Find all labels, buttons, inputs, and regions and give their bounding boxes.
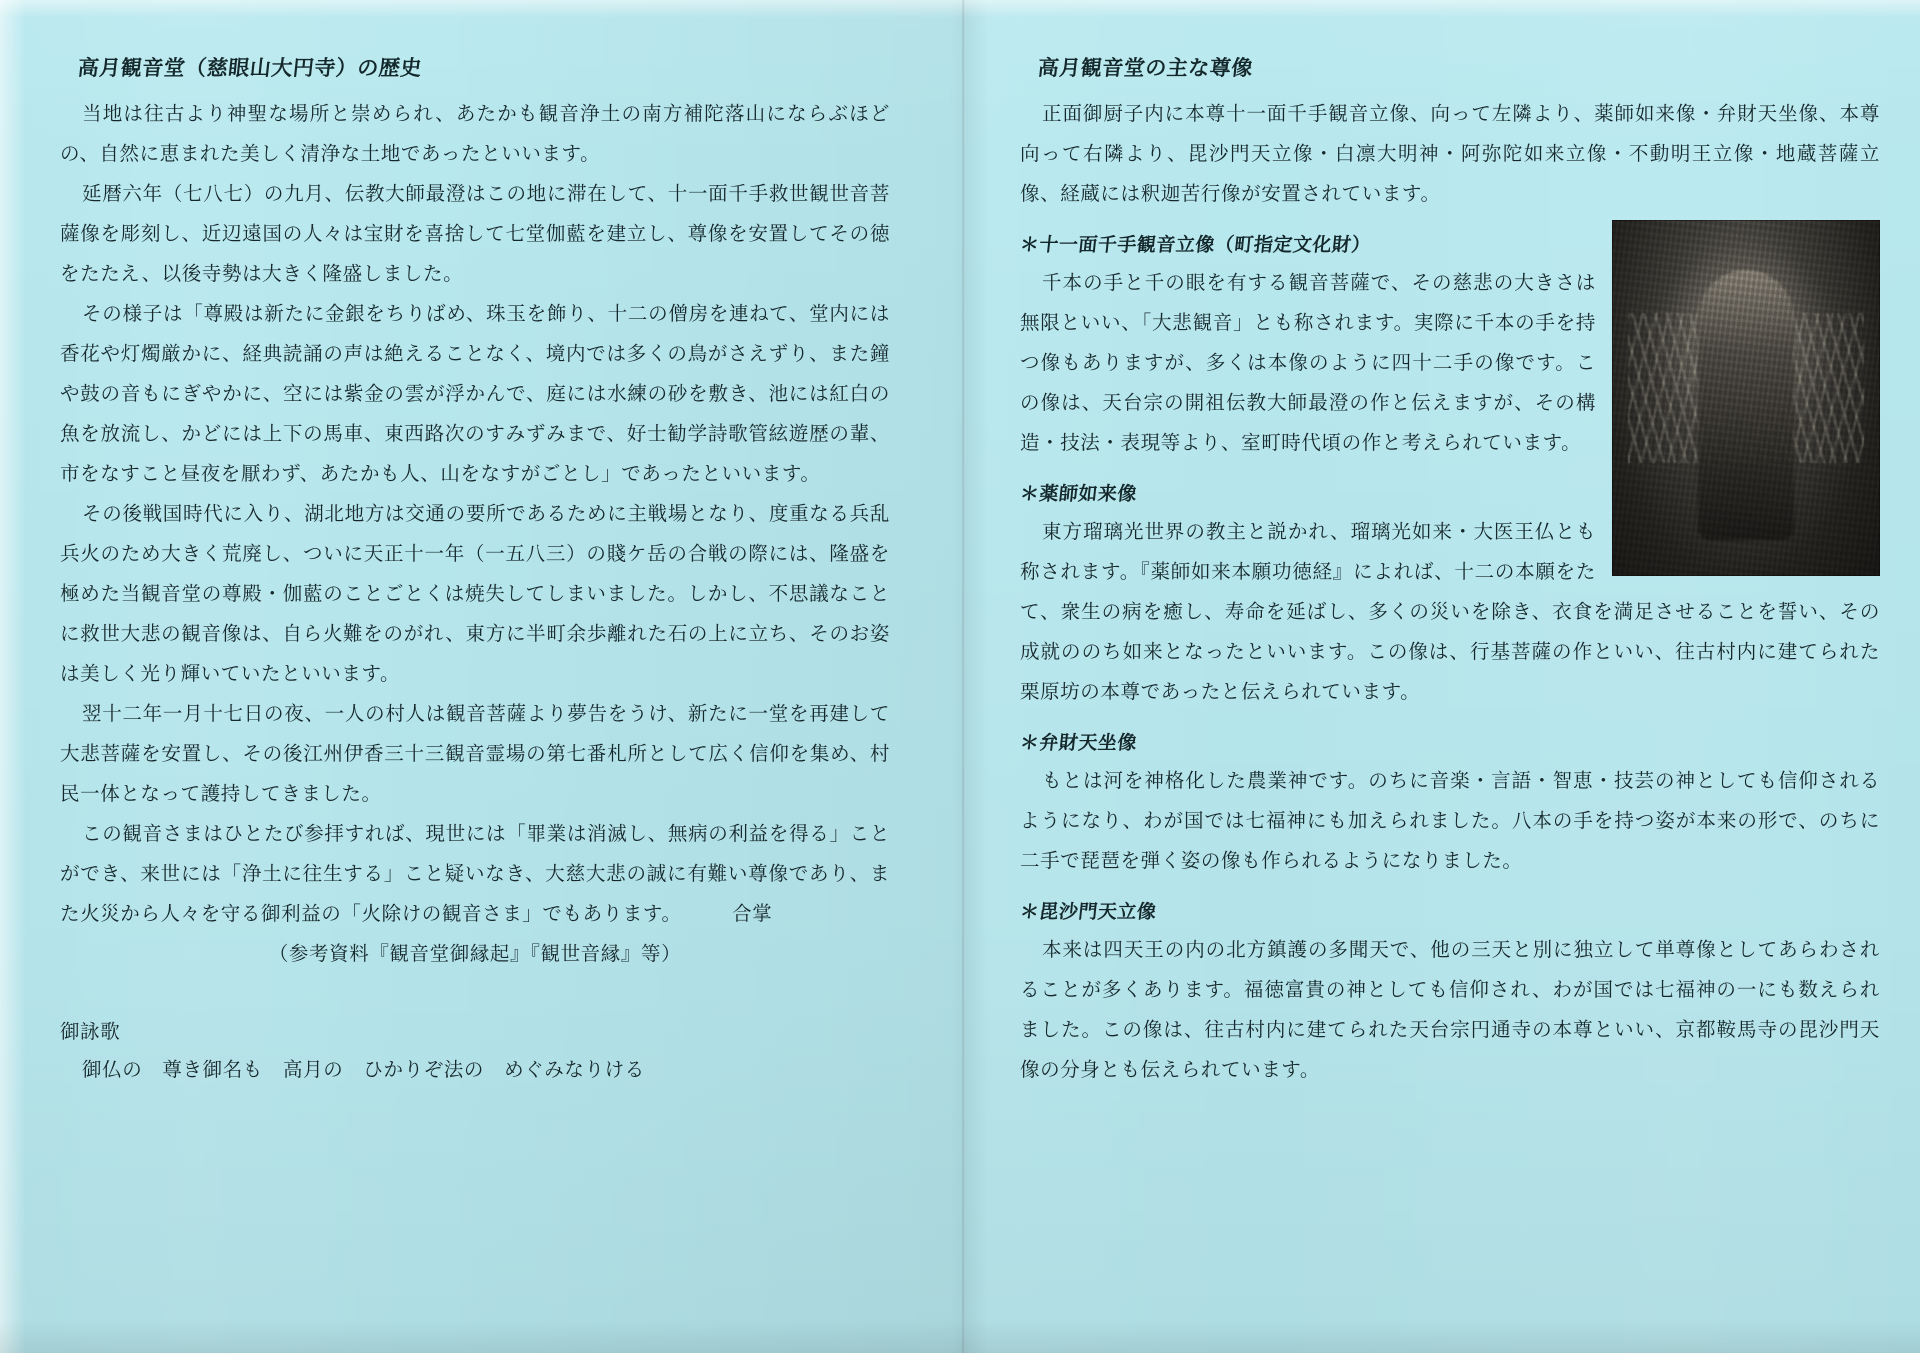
paragraph: この観音さまはひとたび参拝すれば、現世には「罪業は消滅し、無病の利益を得る」ことができ、来世には「浄土に往生する」こと疑いなき、大慈大悲の誠に有難い尊像であり、また火災から人々を守る御利益の「火除けの観音さま」でもあります。 合掌	[60, 822, 890, 925]
goeika-verse: 御仏の 尊き御名も 高月の ひかりぞ法の めぐみなりける	[82, 1058, 645, 1081]
photo-grain-overlay	[1612, 220, 1880, 576]
paragraph: 当地は往古より神聖な場所と崇められ、あたかも観音浄土の南方補陀落山にならぶほどの、自然に恵まれた美しく清浄な土地であったといいます。	[60, 102, 890, 165]
paragraph: 延暦六年（七八七）の九月、伝教大師最澄はこの地に滞在して、十一面千手救世観世音菩薩像を彫刻し、近辺遠国の人々は宝財を喜捨して七堂伽藍を建立し、尊像を安置してその徳をたたえ、以後寺勢は大きく隆盛しました。	[60, 182, 890, 285]
left-page-heading: 高月観音堂（慈眼山大円寺）の歴史	[76, 55, 424, 80]
right-page-column	[1020, 0, 1880, 1090]
section-title: ＊十一面千手観音立像（町指定文化財）	[1018, 234, 1373, 256]
paragraph: その後戦国時代に入り、湖北地方は交通の要所であるために主戦場となり、度重なる兵乱兵火のため大きく荒廃し、ついに天正十一年（一五八三）の賤ケ岳の合戦の際には、隆盛を極めた当観音堂の尊殿・伽藍のことごとくは焼失してしまいました。しかし、不思議なことに救世大悲の観音像は、自ら火難をのがれ、東方に半町余歩離れた石の上に立ち、そのお姿は美しく光り輝いていたといいます。	[60, 502, 890, 685]
left-page-column	[60, 0, 890, 1082]
section-title: ＊薬師如来像	[1018, 483, 1139, 505]
section-title: ＊毘沙門天立像	[1018, 901, 1158, 923]
reference-note: （参考資料『観音堂御縁起』『観世音縁』等）	[268, 942, 682, 965]
paragraph: 正面御厨子内に本尊十一面千手観音立像、向って左隣より、薬師如来像・弁財天坐像、本尊向って右隣より、毘沙門天立像・白凛大明神・阿弥陀如来立像・不動明王立像・地蔵菩薩立像、経蔵には釈迦苦行像が安置されています。	[1020, 102, 1880, 205]
section-body: 千本の手と千の眼を有する観音菩薩で、その慈悲の大きさは無限といい、「大悲観音」とも称されます。実際に千本の手を持つ像もありますが、多くは本像のように四十二手の像です。この像は、天台宗の開祖伝教大師最澄の作と伝えますが、その構造・技法・表現等より、室町時代頃の作と考えられています。	[1020, 271, 1596, 454]
right-page-heading: 高月観音堂の主な尊像	[1036, 55, 1255, 80]
page-bottom-shade	[0, 1319, 1920, 1353]
statue-photograph	[1612, 220, 1880, 576]
section-body: 本来は四天王の内の北方鎮護の多聞天で、他の三天と別に独立して単尊像としてあらわされることが多くあります。福徳富貴の神としても信仰され、わが国では七福神の一にも数えられました。この像は、往古村内に建てられた天台宗円通寺の本尊といい、京都鞍馬寺の毘沙門天像の分身とも伝えられています。	[1020, 938, 1880, 1081]
section-body: 東方瑠璃光世界の教主と説かれ、瑠璃光如来・大医王仏とも称されます。『薬師如来本願功徳経』によれば、十二の本願をたて、衆生の病を癒し、寿命を延ばし、多くの災いを除き、衣食を満足させることを誓い、その成就ののち如来となったといいます。この像は、行基菩薩の作といい、往古村内に建てられた栗原坊の本尊であったと伝えられています。	[1020, 520, 1880, 703]
goeika-title: 御詠歌	[60, 1020, 121, 1043]
center-fold-crease	[962, 0, 965, 1353]
paragraph: 翌十二年一月十七日の夜、一人の村人は観音菩薩より夢告をうけ、新たに一堂を再建して大悲菩薩を安置し、その後江州伊香三十三観音霊場の第七番札所として広く信仰を集め、村民一体となって護持してきました。	[60, 702, 890, 805]
page-left-shade	[0, 0, 26, 1353]
section-title: ＊弁財天坐像	[1018, 732, 1139, 754]
section-body: もとは河を神格化した農業神です。のちに音楽・言語・智恵・技芸の神としても信仰されるようになり、わが国では七福神にも加えられました。八本の手を持つ姿が本来の形で、のちに二手で琵琶を弾く姿の像も作られるようになりました。	[1020, 769, 1880, 872]
paragraph: その様子は「尊殿は新たに金銀をちりばめ、珠玉を飾り、十二の僧房を連ねて、堂内には香花や灯燭厳かに、経典読誦の声は絶えることなく、境内では多くの鳥がさえずり、また鐘や鼓の音もにぎやかに、空には紫金の雲が浮かんで、庭には水練の砂を敷き、池には紅白の魚を放流し、かどには上下の馬車、東西路次のすみずみまで、好士勧学詩歌管絃遊歴の輩、市をなすこと昼夜を厭わず、あたかも人、山をなすがごとし」であったといいます。	[60, 302, 890, 485]
